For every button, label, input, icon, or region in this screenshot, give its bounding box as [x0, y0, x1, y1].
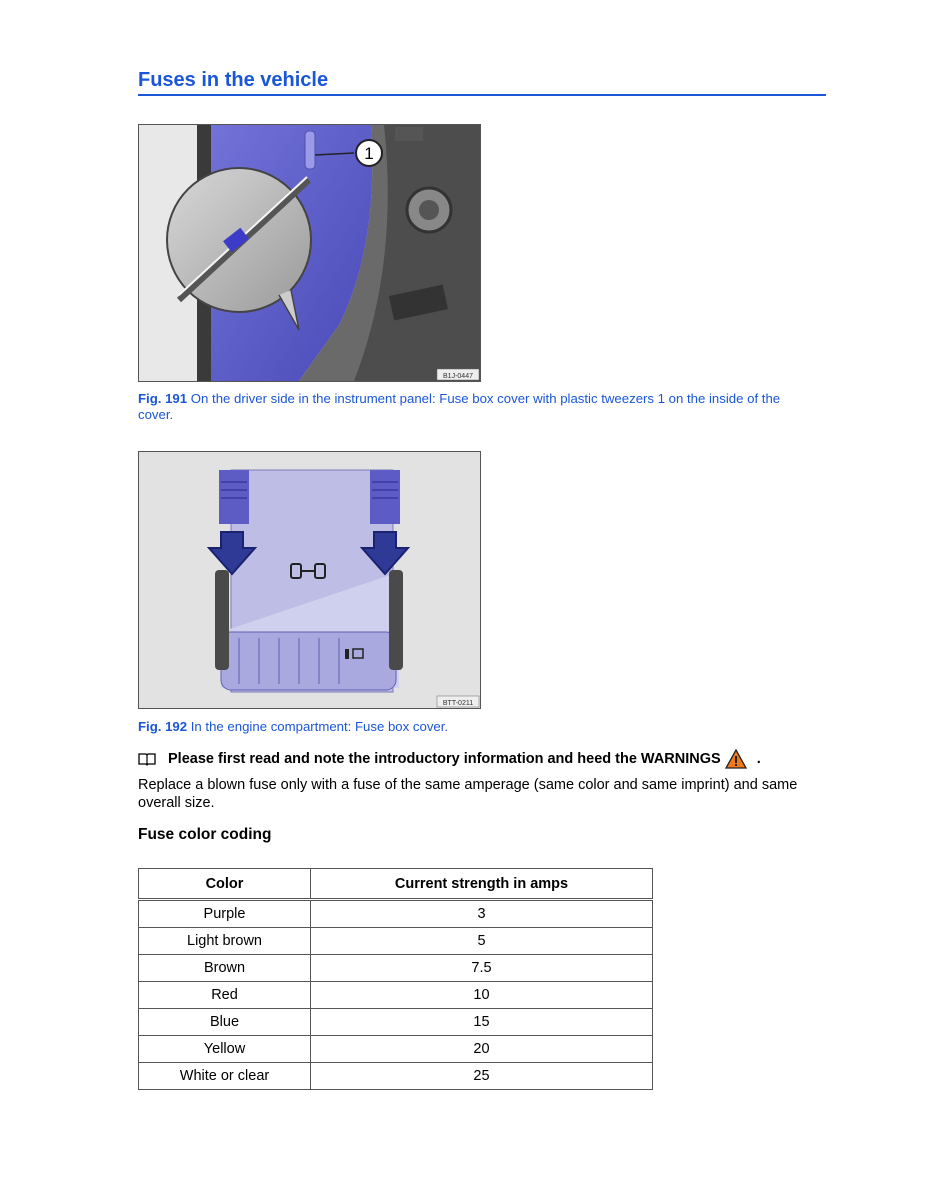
figure-191-caption	[138, 391, 813, 423]
cell-color: Red	[139, 982, 311, 1009]
notice-trailing: .	[756, 751, 761, 767]
cell-amps: 5	[311, 928, 653, 955]
table-row	[139, 1036, 653, 1063]
figure-192-caption-text: In the engine compartment: Fuse box cover.	[187, 719, 449, 734]
table-row	[139, 1009, 653, 1036]
figure-191-caption-text: On the driver side in the instrument panel: Fuse box cover with plastic tweezers 1 on the inside of the cover.	[138, 391, 781, 422]
figure-192-code: BTT-0211	[442, 700, 474, 707]
cell-color: White or clear	[139, 1063, 311, 1090]
warning-notice	[138, 749, 838, 769]
table-row	[139, 982, 653, 1009]
cell-color: Brown	[139, 955, 311, 982]
figure-192-label: Fig. 192	[138, 719, 188, 734]
figure-192-image	[138, 451, 481, 709]
figure-191-code: B1J-0447	[443, 373, 473, 380]
warning-triangle-icon[interactable]	[725, 749, 747, 769]
fuse-color-table	[138, 868, 653, 1090]
cell-amps: 20	[311, 1036, 653, 1063]
page-title: Fuses in the vehicle	[138, 68, 826, 96]
cell-amps: 3	[311, 900, 653, 928]
figure-191-image	[138, 124, 481, 382]
cell-amps: 25	[311, 1063, 653, 1090]
cell-color: Purple	[139, 900, 311, 928]
notice-text: Please first read and note the introductory information and heed the WARNINGS	[168, 751, 721, 767]
book-icon	[138, 752, 156, 766]
cell-color: Blue	[139, 1009, 311, 1036]
callout-number: 1	[364, 144, 374, 163]
table-header-row	[139, 869, 653, 900]
table-row	[139, 900, 653, 928]
figure-192-caption	[138, 719, 813, 735]
table-row	[139, 1063, 653, 1090]
column-header-color: Color	[139, 869, 311, 900]
column-header-amps: Current strength in amps	[311, 869, 653, 900]
engine-fuse-box-illustration	[139, 452, 480, 708]
cell-amps: 7.5	[311, 955, 653, 982]
cell-amps: 15	[311, 1009, 653, 1036]
section-heading: Fuse color coding	[138, 826, 272, 843]
body-paragraph: Replace a blown fuse only with a fuse of the same amperage (same color and same imprint) and same overall size.	[138, 777, 798, 811]
cell-amps: 10	[311, 982, 653, 1009]
table-row	[139, 928, 653, 955]
cell-color: Yellow	[139, 1036, 311, 1063]
figure-191-label: Fig. 191	[138, 391, 188, 406]
table-row	[139, 955, 653, 982]
instrument-panel-illustration	[139, 125, 480, 381]
cell-color: Light brown	[139, 928, 311, 955]
